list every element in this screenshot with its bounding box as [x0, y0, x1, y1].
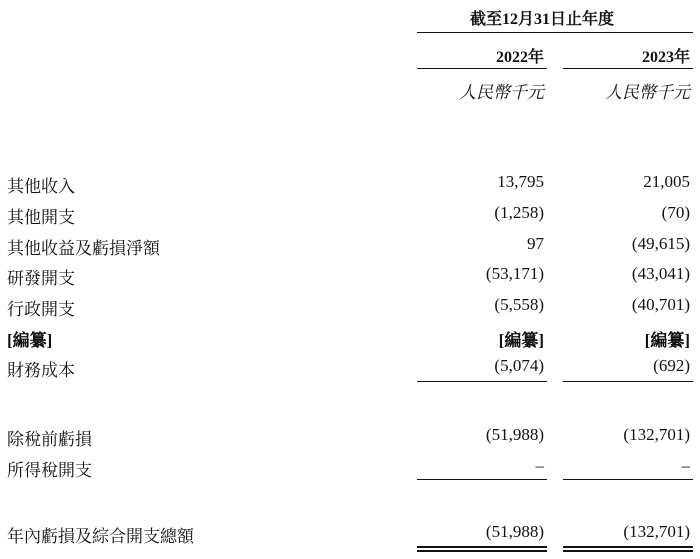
- row-label-income-tax: 所得稅開支: [7, 461, 92, 480]
- column-year-2022: 2022年: [495, 49, 544, 66]
- total-double-rule-2023: [563, 546, 693, 552]
- row-label-loss-before-tax: 除稅前虧損: [7, 430, 92, 449]
- row-value-2023-other-income: 21,005: [643, 172, 690, 191]
- subtotal-rule-2023: [563, 381, 693, 382]
- row-value-2022-other-income: 13,795: [497, 172, 544, 191]
- period-title: 截至12月31日止年度: [470, 11, 615, 28]
- row-value-2023-other-expenses: (70): [661, 203, 690, 222]
- row-value-2022-finance-costs: (5,074): [494, 356, 544, 375]
- row-value-2023-redacted: [編纂]: [644, 331, 690, 350]
- row-value-2022-other-gains-losses: 97: [527, 234, 544, 253]
- row-value-2023-rnd-expenses: (43,041): [631, 264, 690, 283]
- row-value-2023-loss-before-tax: (132,701): [623, 425, 690, 444]
- row-value-2023-income-tax: –: [681, 456, 690, 475]
- tax-rule-2023: [563, 479, 693, 480]
- row-label-admin-expenses: 行政開支: [7, 300, 75, 319]
- row-label-finance-costs: 財務成本: [7, 361, 75, 380]
- total-double-rule-2022: [417, 546, 547, 552]
- row-value-2022-income-tax: –: [535, 456, 544, 475]
- row-label-redacted: [編纂]: [7, 331, 53, 350]
- row-value-2022-other-expenses: (1,258): [494, 203, 544, 222]
- unit-label-2022: 人民幣千元: [459, 83, 544, 102]
- row-label-total-loss: 年內虧損及綜合開支總額: [7, 527, 194, 546]
- row-value-2023-other-gains-losses: (49,615): [631, 234, 690, 253]
- row-value-2022-total-loss: (51,988): [485, 522, 544, 541]
- column-year-2023: 2023年: [641, 49, 690, 66]
- row-value-2022-loss-before-tax: (51,988): [485, 425, 544, 444]
- row-label-other-income: 其他收入: [7, 177, 75, 196]
- row-value-2022-rnd-expenses: (53,171): [485, 264, 544, 283]
- tax-rule-2022: [417, 479, 547, 480]
- row-value-2023-total-loss: (132,701): [623, 522, 690, 541]
- row-value-2022-admin-expenses: (5,558): [494, 295, 544, 314]
- row-label-rnd-expenses: 研發開支: [7, 269, 75, 288]
- header-rule: [417, 32, 693, 33]
- subtotal-rule-2022: [417, 381, 547, 382]
- row-label-other-expenses: 其他開支: [7, 208, 75, 227]
- year-rule-2022: [417, 68, 547, 69]
- row-label-other-gains-losses: 其他收益及虧損淨額: [7, 239, 160, 258]
- row-value-2022-redacted: [編纂]: [498, 331, 544, 350]
- row-value-2023-admin-expenses: (40,701): [631, 295, 690, 314]
- year-rule-2023: [563, 68, 693, 69]
- unit-label-2023: 人民幣千元: [605, 83, 690, 102]
- row-value-2023-finance-costs: (692): [653, 356, 690, 375]
